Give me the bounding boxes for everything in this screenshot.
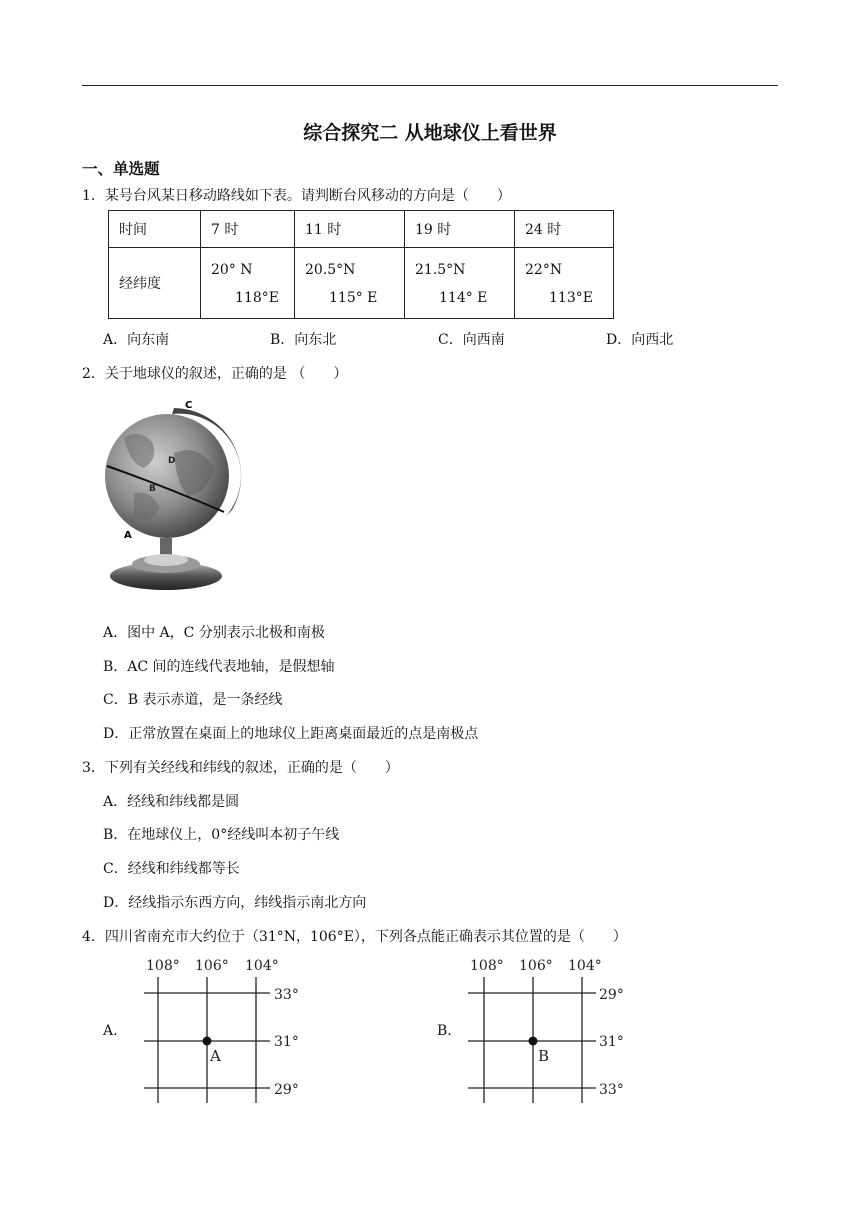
longitude-value: 114° E — [439, 290, 488, 306]
typhoon-table — [108, 210, 614, 319]
option-a[interactable]: A．向东南 — [103, 332, 170, 348]
latitude-label: 31° — [599, 1034, 624, 1050]
question-4-stem: 4．四川省南充市大约位于（31°N，106°E），下列各点能正确表示其位置的是（ ） — [82, 929, 627, 945]
option-b[interactable]: B．在地球仪上，0°经线叫本初子午线 — [103, 827, 340, 843]
table-cell — [405, 248, 515, 319]
option-a[interactable]: A. — [103, 1023, 118, 1039]
question-1-stem: 1．某号台风某日移动路线如下表。请判断台风移动的方向是（ ） — [82, 188, 511, 204]
option-d[interactable]: D．经线指示东西方向，纬线指示南北方向 — [103, 895, 367, 911]
globe-letter-a: A — [124, 530, 132, 541]
longitude-label: 106° — [519, 958, 553, 974]
question-3-stem: 3．下列有关经线和纬线的叙述，正确的是（ ） — [82, 760, 399, 776]
table-row — [109, 211, 614, 248]
option-c[interactable]: C．B 表示赤道，是一条经线 — [103, 692, 283, 708]
latitude-label: 31° — [274, 1034, 299, 1050]
longitude-value: 113°E — [549, 290, 593, 306]
grid-figure-a — [138, 953, 308, 1105]
option-d[interactable]: D．向西北 — [606, 332, 674, 348]
page-title: 综合探究二 从地球仪上看世界 — [303, 122, 557, 144]
latitude-label: 29° — [274, 1082, 299, 1098]
table-cell: 时间 — [109, 211, 201, 248]
option-d[interactable]: D．正常放置在桌面上的地球仪上距离桌面最近的点是南极点 — [103, 726, 479, 742]
table-cell — [515, 248, 614, 319]
globe-letter-c: C — [185, 400, 193, 411]
latitude-value: 21.5°N — [415, 262, 466, 278]
point-label: A — [210, 1047, 221, 1065]
table-row — [109, 248, 614, 319]
section-heading: 一、单选题 — [82, 160, 160, 178]
grid-figure-b — [462, 953, 632, 1105]
longitude-label: 104° — [245, 958, 279, 974]
longitude-label: 106° — [195, 958, 229, 974]
latitude-value: 20.5°N — [305, 262, 356, 278]
longitude-value: 118°E — [235, 290, 279, 306]
point-label: B — [538, 1047, 550, 1065]
table-cell: 7 时 — [201, 211, 295, 248]
option-b[interactable]: B．向东北 — [270, 332, 337, 348]
table-cell: 24 时 — [515, 211, 614, 248]
table-cell: 19 时 — [405, 211, 515, 248]
question-2-stem: 2．关于地球仪的叙述，正确的是 （ ） — [82, 366, 348, 382]
option-c[interactable]: C．经线和纬线都等长 — [103, 861, 240, 877]
option-c[interactable]: C．向西南 — [438, 332, 505, 348]
longitude-label: 108° — [470, 958, 504, 974]
latitude-label: 33° — [274, 987, 299, 1003]
globe-letter-d: D — [168, 456, 176, 466]
longitude-value: 115° E — [329, 290, 378, 306]
option-a[interactable]: A．经线和纬线都是圆 — [103, 794, 240, 810]
table-cell — [201, 248, 295, 319]
latitude-label: 33° — [599, 1082, 624, 1098]
latitude-value: 20° N — [211, 262, 253, 278]
option-b[interactable]: B. — [437, 1023, 452, 1039]
longitude-label: 108° — [146, 958, 180, 974]
longitude-label: 104° — [568, 958, 602, 974]
latitude-value: 22°N — [525, 262, 563, 278]
option-b[interactable]: B．AC 间的连线代表地轴，是假想轴 — [103, 659, 335, 675]
option-a[interactable]: A．图中 A，C 分别表示北极和南极 — [103, 625, 325, 641]
globe-image — [104, 398, 252, 594]
table-cell: 11 时 — [295, 211, 405, 248]
table-cell — [295, 248, 405, 319]
header-rule — [82, 85, 778, 86]
latitude-label: 29° — [599, 987, 624, 1003]
table-cell: 经纬度 — [109, 248, 201, 319]
globe-letter-b: B — [149, 484, 156, 494]
